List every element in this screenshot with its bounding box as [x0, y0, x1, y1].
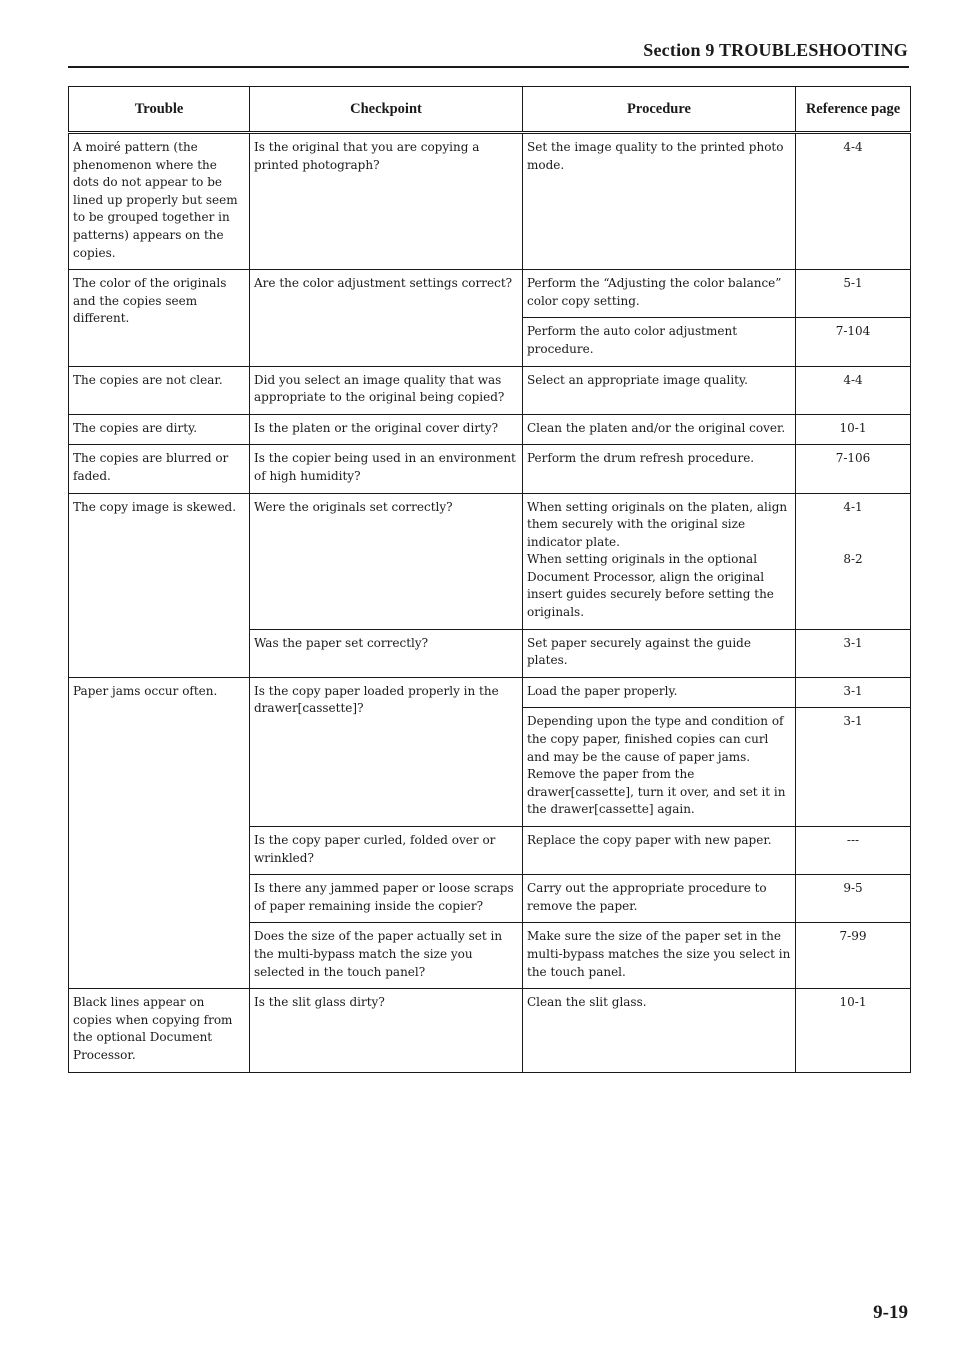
checkpoint-cell: Are the color adjustment settings correct?: [250, 270, 523, 366]
reference-page-cell: ---: [796, 827, 911, 875]
procedure-cell: Perform the “Adjusting the color balance” color copy setting.: [523, 270, 796, 318]
reference-page-cell: 3-1: [796, 677, 911, 708]
procedure-cell: [523, 493, 796, 629]
procedure-cell: Set the image quality to the printed photo mode.: [523, 133, 796, 270]
procedure-text-document-processor: When setting originals in the optional Document Processor, align the original insert guides securely before setting the originals.: [527, 552, 774, 620]
procedure-cell: Clean the platen and/or the original cover.: [523, 414, 796, 445]
checkpoint-cell: Does the size of the paper actually set in the multi-bypass match the size you selected in the touch panel?: [250, 923, 523, 989]
reference-page-cell: 7-106: [796, 445, 911, 493]
reference-page-cell: 4-4: [796, 133, 911, 270]
reference-page-cell: 5-1: [796, 270, 911, 318]
trouble-cell: The copies are blurred or faded.: [69, 445, 250, 493]
checkpoint-cell: Is the slit glass dirty?: [250, 989, 523, 1072]
procedure-cell: Depending upon the type and condition of the copy paper, finished copies can curl and may be the cause of paper jams. Remove the paper from the drawer[cassette], turn it over, and set it in the drawer[cassette] again.: [523, 708, 796, 827]
reference-page-cell: 10-1: [796, 989, 911, 1072]
checkpoint-cell: Did you select an image quality that was appropriate to the original being copied?: [250, 366, 523, 414]
procedure-cell: Perform the drum refresh procedure.: [523, 445, 796, 493]
column-header-procedure: Procedure: [523, 87, 796, 133]
reference-page-cell: 3-1: [796, 629, 911, 677]
procedure-cell: Select an appropriate image quality.: [523, 366, 796, 414]
procedure-cell: Make sure the size of the paper set in the multi-bypass matches the size you select in the touch panel.: [523, 923, 796, 989]
column-header-trouble: Trouble: [69, 87, 250, 133]
reference-page-document-processor: 8-2: [843, 552, 863, 567]
table-row: [69, 989, 911, 1072]
procedure-cell: Clean the slit glass.: [523, 989, 796, 1072]
procedure-cell: Load the paper properly.: [523, 677, 796, 708]
column-header-checkpoint: Checkpoint: [250, 87, 523, 133]
table-row: [69, 366, 911, 414]
reference-page-cell: [796, 493, 911, 629]
table-row: [69, 270, 911, 318]
checkpoint-cell: Is the copy paper curled, folded over or wrinkled?: [250, 827, 523, 875]
procedure-cell: Replace the copy paper with new paper.: [523, 827, 796, 875]
procedure-cell: Perform the auto color adjustment procedure.: [523, 318, 796, 366]
procedure-cell: Carry out the appropriate procedure to remove the paper.: [523, 875, 796, 923]
trouble-cell: The copies are not clear.: [69, 366, 250, 414]
trouble-cell: The color of the originals and the copies seem different.: [69, 270, 250, 366]
reference-page-cell: 4-4: [796, 366, 911, 414]
procedure-cell: Set paper securely against the guide plates.: [523, 629, 796, 677]
checkpoint-cell: Was the paper set correctly?: [250, 629, 523, 677]
reference-gap: [800, 516, 906, 551]
reference-page-platen: 4-1: [843, 499, 863, 514]
procedure-text-platen: When setting originals on the platen, align them securely with the original size indicator plate.: [527, 499, 788, 549]
page-number: 9-19: [873, 1302, 908, 1323]
section-title: Section 9 TROUBLESHOOTING: [643, 40, 908, 60]
trouble-cell: A moiré pattern (the phenomenon where the dots do not appear to be lined up properly but seem to be grouped together in patterns) appears on the copies.: [69, 133, 250, 270]
table-row: [69, 677, 911, 708]
column-header-reference-page: Reference page: [796, 87, 911, 133]
table-row: [69, 414, 911, 445]
table-row: [69, 493, 911, 629]
reference-page-cell: 9-5: [796, 875, 911, 923]
checkpoint-cell: Is the platen or the original cover dirty?: [250, 414, 523, 445]
table-row: [69, 133, 911, 270]
reference-page-cell: 3-1: [796, 708, 911, 827]
reference-page-cell: 10-1: [796, 414, 911, 445]
reference-page-cell: 7-99: [796, 923, 911, 989]
checkpoint-cell: Is the original that you are copying a printed photograph?: [250, 133, 523, 270]
reference-page-cell: 7-104: [796, 318, 911, 366]
checkpoint-cell: Is the copier being used in an environment of high humidity?: [250, 445, 523, 493]
header-rule: [68, 66, 909, 68]
trouble-cell: Paper jams occur often.: [69, 677, 250, 988]
trouble-cell: The copy image is skewed.: [69, 493, 250, 677]
trouble-cell: The copies are dirty.: [69, 414, 250, 445]
table-row: [69, 445, 911, 493]
trouble-cell: Black lines appear on copies when copying from the optional Document Processor.: [69, 989, 250, 1072]
troubleshooting-table: [68, 86, 911, 1073]
checkpoint-cell: Were the originals set correctly?: [250, 493, 523, 629]
checkpoint-cell: Is the copy paper loaded properly in the drawer[cassette]?: [250, 677, 523, 826]
checkpoint-cell: Is there any jammed paper or loose scraps of paper remaining inside the copier?: [250, 875, 523, 923]
table-header-row: [69, 87, 911, 133]
